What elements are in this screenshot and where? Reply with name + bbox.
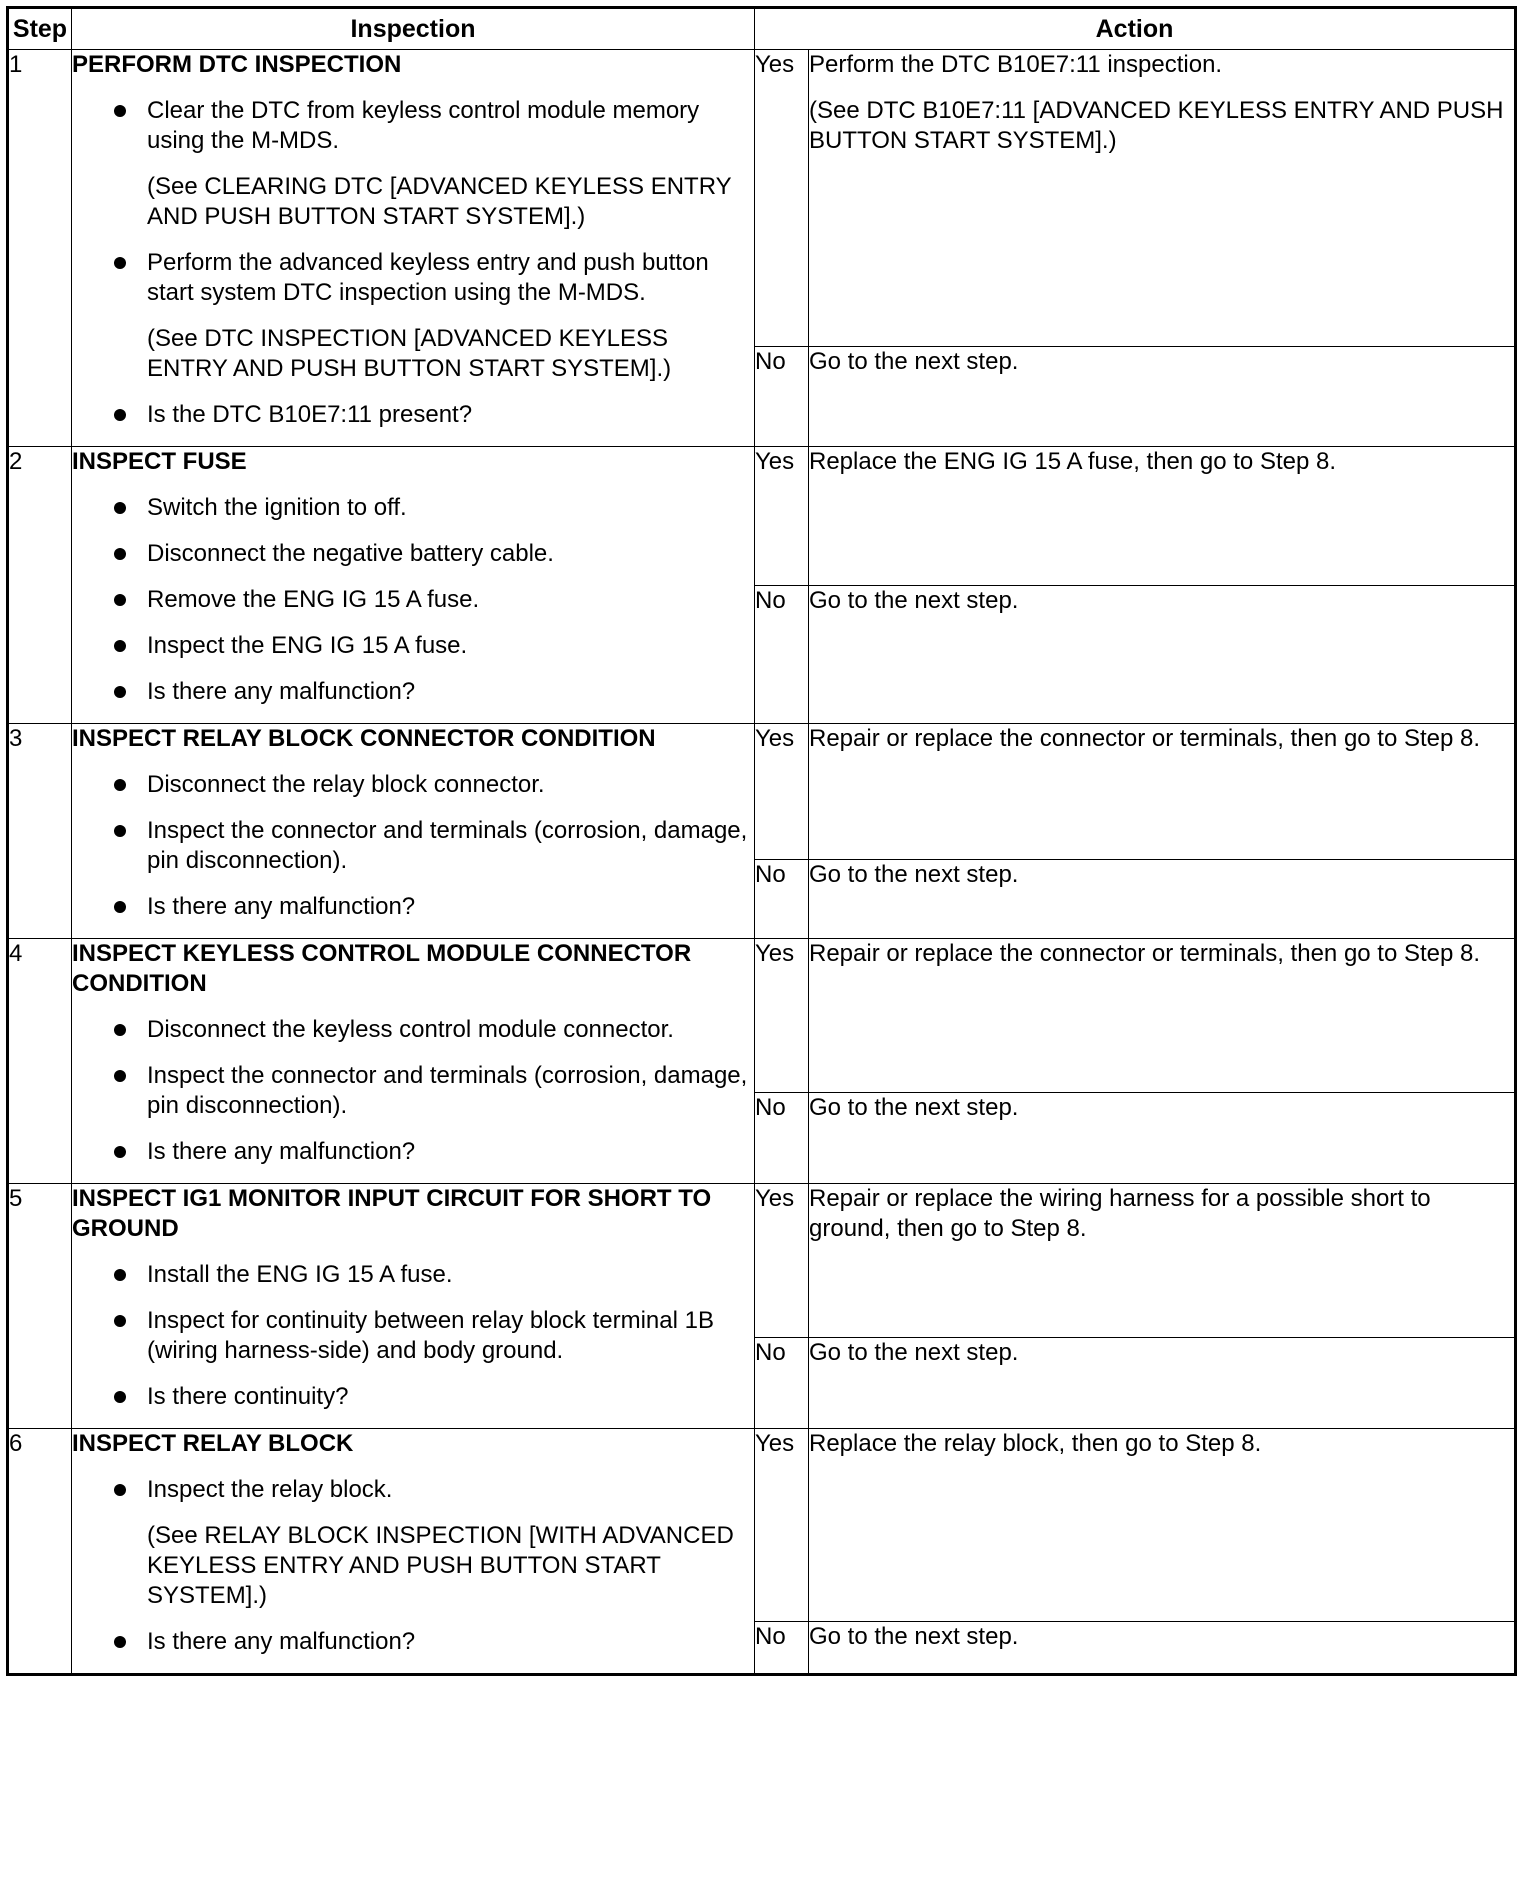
no-action-text: Go to the next step. [809,348,1019,376]
yes-label: Yes [755,1184,809,1338]
no-action-cell [809,1622,1516,1675]
inspection-item-text: Clear the DTC from keyless control module memory using the M-MDS. [147,97,700,154]
inspection-item-text: Remove the ENG IG 15 A fuse. [147,586,480,613]
no-label: No [755,1338,809,1429]
yes-label: Yes [755,447,809,586]
inspection-cell [72,724,755,939]
inspection-item [72,1382,754,1412]
yes-action-text: Replace the relay block, then go to Step 8. [809,1430,1262,1457]
yes-action-cell [809,50,1516,347]
inspection-title: INSPECT FUSE [72,448,247,475]
inspection-item [72,677,754,707]
bullet-icon [114,548,126,560]
inspection-title: INSPECT RELAY BLOCK CONNECTOR CONDITION [72,725,656,752]
inspection-item-text: Is there any malfunction? [147,678,416,705]
inspection-item [72,248,754,308]
inspection-item-text: Is there any malfunction? [147,1628,416,1655]
inspection-item [72,770,754,800]
inspection-item-text: Disconnect the keyless control module connector. [147,1016,674,1043]
bullet-icon [114,640,126,652]
inspection-item-text: Inspect the ENG IG 15 A fuse. [147,632,468,659]
inspection-list [72,1260,754,1412]
yes-action-text: Repair or replace the connector or terminals, then go to Step 8. [809,940,1481,967]
header-step: Step [8,8,72,50]
bullet-icon [114,257,126,269]
inspection-item [72,400,754,430]
step-number: 5 [8,1184,72,1429]
inspection-cell [72,939,755,1184]
no-action-text: Go to the next step. [809,1623,1019,1651]
no-label: No [755,1093,809,1184]
yes-label: Yes [755,724,809,860]
yes-label: Yes [755,50,809,347]
bullet-icon [114,1315,126,1327]
step-number: 4 [8,939,72,1184]
step-number: 6 [8,1429,72,1675]
bullet-icon [114,105,126,117]
bullet-icon [114,825,126,837]
inspection-item-text: Disconnect the relay block connector. [147,771,545,798]
yes-action-text: (See DTC B10E7:11 [ADVANCED KEYLESS ENTRY AND PUSH BUTTON START SYSTEM].) [809,97,1504,154]
inspection-item-text: Disconnect the negative battery cable. [147,540,554,567]
bullet-icon [114,1636,126,1648]
inspection-title: PERFORM DTC INSPECTION [72,51,402,78]
bullet-icon [114,1269,126,1281]
inspection-item [72,585,754,615]
inspection-item-text: Is there continuity? [147,1383,349,1410]
inspection-item-text: Switch the ignition to off. [147,494,407,521]
inspection-item-text: Inspect for continuity between relay block terminal 1B (wiring harness-side) and body ground. [147,1307,714,1364]
bullet-icon [114,1146,126,1158]
reference-note: (See RELAY BLOCK INSPECTION [WITH ADVANCED KEYLESS ENTRY AND PUSH BUTTON START SYSTEM].) [147,1522,734,1609]
yes-action-cell [809,1429,1516,1622]
bullet-icon [114,594,126,606]
inspection-list [72,1475,754,1657]
no-action-cell [809,1338,1516,1429]
inspection-cell [72,50,755,447]
no-action-cell [809,1093,1516,1184]
no-action-text: Go to the next step. [809,586,1019,614]
step-row-yes [8,724,1516,860]
inspection-item [72,1475,754,1505]
inspection-list [72,96,754,430]
header-row [8,8,1516,50]
inspection-list [72,1015,754,1167]
step-number: 1 [8,50,72,447]
bullet-icon [114,1484,126,1496]
diagnostic-table [6,6,1517,1676]
inspection-item-text: Inspect the connector and terminals (corrosion, damage, pin disconnection). [147,817,748,874]
bullet-icon [114,502,126,514]
bullet-icon [114,1024,126,1036]
inspection-item [72,1260,754,1290]
inspection-item-text: Inspect the relay block. [147,1476,393,1503]
inspection-item [72,1627,754,1657]
inspection-title: INSPECT RELAY BLOCK [72,1430,354,1457]
bullet-icon [114,686,126,698]
inspection-item-text: Install the ENG IG 15 A fuse. [147,1261,453,1288]
inspection-item-text: Perform the advanced keyless entry and push button start system DTC inspection using the M-MDS. [147,249,709,306]
yes-action-text: Repair or replace the wiring harness for a possible short to ground, then go to Step 8. [809,1185,1431,1242]
inspection-item [72,1061,754,1121]
header-inspection: Inspection [72,8,755,50]
inspection-list [72,493,754,707]
yes-label: Yes [755,1429,809,1622]
reference-note: (See DTC INSPECTION [ADVANCED KEYLESS ENTRY AND PUSH BUTTON START SYSTEM].) [147,325,672,382]
no-label: No [755,585,809,724]
no-action-cell [809,859,1516,938]
bullet-icon [114,901,126,913]
inspection-item [72,96,754,156]
yes-action-text: Replace the ENG IG 15 A fuse, then go to Step 8. [809,448,1337,475]
bullet-icon [114,1391,126,1403]
no-label: No [755,1622,809,1675]
yes-action-cell [809,939,1516,1093]
diagnostic-page [6,6,1514,1876]
inspection-list [72,770,754,922]
step-number: 3 [8,724,72,939]
inspection-cell [72,1184,755,1429]
yes-action-cell [809,724,1516,860]
no-action-text: Go to the next step. [809,1094,1019,1122]
step-row-yes [8,1184,1516,1338]
bullet-icon [114,779,126,791]
bullet-icon [114,1070,126,1082]
step-row-yes [8,939,1516,1093]
yes-action-text: Repair or replace the connector or terminals, then go to Step 8. [809,725,1481,752]
inspection-item [72,631,754,661]
inspection-item [72,1137,754,1167]
inspection-item [72,1306,754,1366]
inspection-item-text: Is there any malfunction? [147,893,416,920]
steps-body [8,50,1516,1675]
step-row-yes [8,1429,1516,1622]
yes-label: Yes [755,939,809,1093]
yes-action-text: Perform the DTC B10E7:11 inspection. [809,51,1223,78]
no-action-text: Go to the next step. [809,1339,1019,1367]
inspection-cell [72,1429,755,1675]
no-action-cell [809,347,1516,447]
inspection-item [72,816,754,876]
step-row-yes [8,447,1516,586]
no-label: No [755,859,809,938]
step-row-yes [8,50,1516,347]
inspection-item [72,493,754,523]
inspection-item-text: Is there any malfunction? [147,1138,416,1165]
no-action-text: Go to the next step. [809,860,1019,888]
inspection-item [72,539,754,569]
inspection-title: INSPECT IG1 MONITOR INPUT CIRCUIT FOR SHORT TO GROUND [72,1185,712,1242]
inspection-item [72,892,754,922]
reference-note: (See CLEARING DTC [ADVANCED KEYLESS ENTRY AND PUSH BUTTON START SYSTEM].) [147,173,732,230]
yes-action-cell [809,1184,1516,1338]
step-number: 2 [8,447,72,724]
inspection-item [72,1015,754,1045]
bullet-icon [114,409,126,421]
header-action: Action [755,8,1516,50]
inspection-item-text: Is the DTC B10E7:11 present? [147,401,473,428]
inspection-item-text: Inspect the connector and terminals (corrosion, damage, pin disconnection). [147,1062,748,1119]
inspection-cell [72,447,755,724]
no-action-cell [809,585,1516,724]
inspection-title: INSPECT KEYLESS CONTROL MODULE CONNECTOR CONDITION [72,940,692,997]
no-label: No [755,347,809,447]
yes-action-cell [809,447,1516,586]
